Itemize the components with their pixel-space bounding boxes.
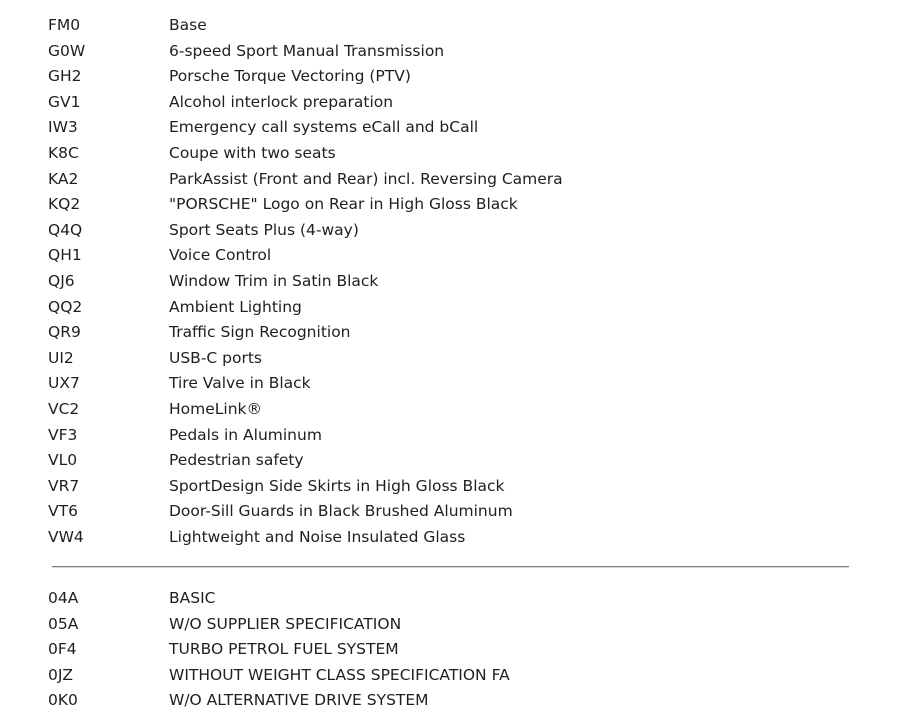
option-list-secondary (0, 586, 900, 714)
option-description: USB-C ports (169, 348, 263, 367)
option-code: K8C (48, 143, 79, 162)
section-divider (52, 566, 849, 567)
option-code: KA2 (48, 169, 79, 188)
option-code: QQ2 (48, 297, 83, 316)
option-description: Window Trim in Satin Black (169, 271, 379, 290)
option-row (0, 663, 900, 689)
option-code: Q4Q (48, 220, 83, 239)
option-code: VW4 (48, 527, 84, 546)
option-row (0, 13, 900, 39)
option-row (0, 90, 900, 116)
option-description: Sport Seats Plus (4-way) (169, 220, 359, 239)
option-description: "PORSCHE" Logo on Rear in High Gloss Black (169, 195, 518, 214)
option-row (0, 637, 900, 663)
option-row (0, 295, 900, 321)
option-code: GV1 (48, 92, 81, 111)
option-row (0, 371, 900, 397)
option-row (0, 525, 900, 551)
option-code: VR7 (48, 476, 80, 495)
option-row (0, 346, 900, 372)
option-row (0, 167, 900, 193)
option-code: UX7 (48, 374, 80, 393)
option-code: UI2 (48, 348, 74, 367)
option-code: G0W (48, 41, 86, 60)
option-row (0, 141, 900, 167)
option-description: HomeLink® (169, 399, 263, 418)
option-description: W/O ALTERNATIVE DRIVE SYSTEM (169, 691, 429, 710)
option-description: Alcohol interlock preparation (169, 92, 394, 111)
option-row (0, 423, 900, 449)
option-code: 04A (48, 589, 79, 607)
option-description: Pedestrian safety (169, 451, 304, 470)
option-code: GH2 (48, 67, 82, 86)
option-description: Ambient Lighting (169, 297, 302, 316)
option-code: 0F4 (48, 640, 77, 659)
option-code: VL0 (48, 451, 78, 470)
option-description: W/O SUPPLIER SPECIFICATION (169, 614, 402, 633)
option-row (0, 218, 900, 244)
option-code: QR9 (48, 323, 81, 342)
option-row (0, 243, 900, 269)
option-row (0, 64, 900, 90)
option-description: Base (169, 16, 207, 34)
option-list-primary (0, 13, 900, 550)
option-code: QH1 (48, 246, 82, 265)
option-code: IW3 (48, 118, 78, 137)
option-code: 0JZ (48, 665, 74, 684)
option-code: VC2 (48, 399, 80, 418)
option-row (0, 474, 900, 500)
option-description: WITHOUT WEIGHT CLASS SPECIFICATION FA (169, 665, 510, 684)
option-row (0, 612, 900, 638)
option-description: Traffic Sign Recognition (169, 323, 351, 342)
option-row (0, 499, 900, 525)
option-code: KQ2 (48, 195, 81, 214)
option-description: Coupe with two seats (169, 143, 336, 162)
option-code: VT6 (48, 502, 78, 521)
option-description: 6-speed Sport Manual Transmission (169, 41, 445, 60)
option-description: SportDesign Side Skirts in High Gloss Black (169, 476, 505, 495)
option-row (0, 688, 900, 714)
option-description: Porsche Torque Vectoring (PTV) (169, 67, 411, 86)
option-description: Pedals in Aluminum (169, 425, 322, 444)
option-description: Door-Sill Guards in Black Brushed Aluminum (169, 502, 513, 521)
option-row (0, 448, 900, 474)
option-description: TURBO PETROL FUEL SYSTEM (169, 640, 399, 659)
option-row (0, 115, 900, 141)
option-description: Tire Valve in Black (169, 374, 311, 393)
option-row (0, 397, 900, 423)
option-row (0, 192, 900, 218)
option-description: Voice Control (169, 246, 272, 265)
option-code: VF3 (48, 425, 78, 444)
option-code: QJ6 (48, 271, 75, 290)
option-row (0, 320, 900, 346)
option-row (0, 269, 900, 295)
option-description: Lightweight and Noise Insulated Glass (169, 527, 466, 546)
option-description: ParkAssist (Front and Rear) incl. Reversing Camera (169, 169, 563, 188)
option-row (0, 586, 900, 612)
option-row (0, 39, 900, 65)
option-description: BASIC (169, 589, 216, 607)
option-code: 0K0 (48, 691, 78, 710)
option-code: 05A (48, 614, 79, 633)
option-code: FM0 (48, 16, 81, 34)
option-description: Emergency call systems eCall and bCall (169, 118, 479, 137)
